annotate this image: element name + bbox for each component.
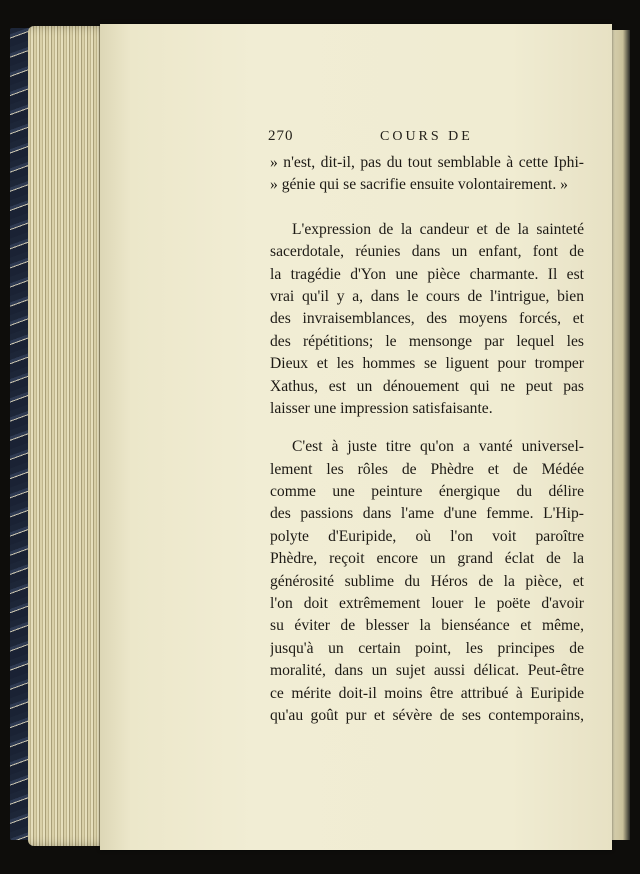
- paragraph-1-line: laisser une impression satisfaisante.: [270, 399, 493, 417]
- page-right-edge: [612, 30, 630, 840]
- page-header: [268, 128, 588, 150]
- paragraph-2-line: des passions dans l'ame d'une femme. L'Hip-: [270, 505, 584, 523]
- paragraph-2-line: moralité, dans un sujet aussi délicat. Peut-être: [270, 662, 584, 680]
- running-head: COURS DE: [380, 129, 473, 144]
- paragraph-2-line: jusqu'à un certain point, les principes de: [270, 639, 584, 657]
- paragraph-2-line: C'est à juste titre qu'on a vanté universel-: [292, 438, 584, 456]
- paragraph-1-line: sacerdotale, réunies dans un enfant, font de: [270, 243, 584, 261]
- paragraph-1-line: Xathus, est un dénouement qui ne peut pas: [270, 377, 584, 395]
- quote-line: » n'est, dit-il, pas du tout semblable à cette Iphi-: [270, 154, 584, 171]
- paragraph-2-line: Phèdre, reçoit encore un grand éclat de la: [270, 550, 584, 568]
- paragraph-2-line: générosité sublime du Héros de la pièce, et: [270, 572, 584, 590]
- paragraph-2-line: su éviter de blesser la bienséance et même,: [270, 617, 584, 635]
- paragraph-1-line: la tragédie d'Yon une pièce charmante. Il est: [270, 265, 584, 283]
- paragraph-gap: [270, 420, 584, 436]
- page-number: 270: [268, 128, 294, 144]
- page-text: [270, 152, 584, 727]
- paragraph-1-line: des répétitions; le mensonge par lequel les: [270, 332, 584, 350]
- paragraph-1-line: vrai qu'il y a, dans le cours de l'intrigue, bien: [270, 287, 584, 305]
- paragraph-1-line: L'expression de la candeur et de la sainteté: [292, 220, 584, 238]
- paragraph-2-line: qu'au goût pur et sévère de ses contemporains,: [270, 706, 584, 724]
- paragraph-1-line: Dieux et les hommes se liguent pour tromper: [270, 355, 584, 373]
- paragraph-2-line: comme une peinture énergique du délire: [270, 483, 584, 501]
- paragraph-gap: [270, 197, 584, 219]
- quote-line: » génie qui se sacrifie ensuite volontairement. »: [270, 176, 568, 194]
- paragraph-2-line: ce mérite doit-il moins être attribué à Euripide: [270, 684, 584, 702]
- paragraph-2-line: l'on doit extrêmement louer le poëte d'avoir: [270, 595, 584, 613]
- paragraph-2-line: polyte d'Euripide, où l'on voit paroître: [270, 527, 584, 545]
- paragraph-1-line: des invraisemblances, des moyens forcés, et: [270, 310, 584, 328]
- paragraph-2-line: lement les rôles de Phèdre et de Médée: [270, 460, 584, 478]
